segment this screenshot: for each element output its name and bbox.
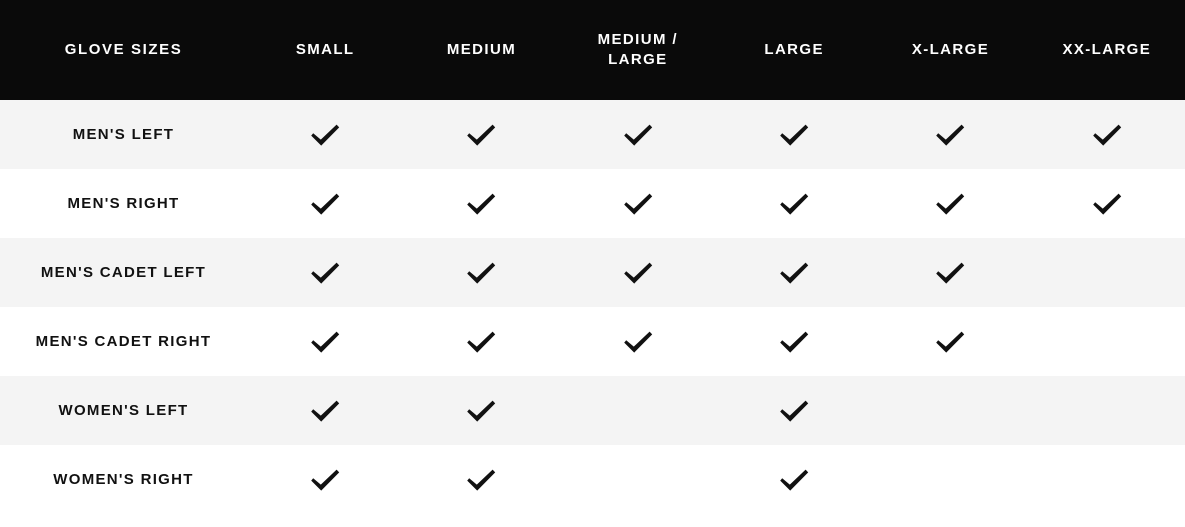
cell-womens-right-x-large — [872, 445, 1028, 514]
check-icon — [403, 376, 559, 445]
column-header-medium-large: MEDIUM / LARGE — [560, 0, 716, 100]
check-icon — [1029, 169, 1185, 238]
cell-mens-left-small — [247, 100, 403, 169]
column-header-x-large: X-LARGE — [872, 0, 1028, 100]
check-icon — [560, 100, 716, 169]
column-header-small: SMALL — [247, 0, 403, 100]
row-label-mens-cadet-right: MEN'S CADET RIGHT — [0, 307, 247, 376]
check-icon — [1029, 100, 1185, 169]
check-icon — [560, 169, 716, 238]
cell-mens-cadet-right-x-large — [872, 307, 1028, 376]
empty-cell — [872, 445, 1028, 514]
table-row — [0, 307, 1185, 376]
cell-mens-right-x-large — [872, 169, 1028, 238]
table-row — [0, 100, 1185, 169]
column-header-xx-large: XX-LARGE — [1029, 0, 1185, 100]
empty-cell — [1029, 376, 1185, 445]
cell-mens-left-medium-large — [560, 100, 716, 169]
table-row — [0, 169, 1185, 238]
cell-womens-right-medium — [403, 445, 559, 514]
column-header-glove-sizes: GLOVE SIZES — [0, 0, 247, 100]
cell-mens-cadet-right-large — [716, 307, 872, 376]
check-icon — [716, 376, 872, 445]
cell-mens-cadet-right-small — [247, 307, 403, 376]
cell-mens-cadet-left-xx-large — [1029, 238, 1185, 307]
cell-mens-right-large — [716, 169, 872, 238]
cell-womens-right-small — [247, 445, 403, 514]
row-label-mens-cadet-left: MEN'S CADET LEFT — [0, 238, 247, 307]
cell-mens-left-xx-large — [1029, 100, 1185, 169]
cell-womens-left-medium-large — [560, 376, 716, 445]
cell-mens-cadet-left-medium-large — [560, 238, 716, 307]
table-header — [0, 0, 1185, 100]
check-icon — [403, 169, 559, 238]
cell-mens-right-medium-large — [560, 169, 716, 238]
cell-mens-right-medium — [403, 169, 559, 238]
cell-mens-right-xx-large — [1029, 169, 1185, 238]
cell-mens-cadet-left-small — [247, 238, 403, 307]
check-icon — [872, 307, 1028, 376]
cell-mens-left-large — [716, 100, 872, 169]
check-icon — [872, 169, 1028, 238]
check-icon — [716, 238, 872, 307]
cell-womens-right-large — [716, 445, 872, 514]
check-icon — [872, 238, 1028, 307]
check-icon — [716, 445, 872, 514]
check-icon — [403, 100, 559, 169]
row-label-womens-right: WOMEN'S RIGHT — [0, 445, 247, 514]
check-icon — [247, 307, 403, 376]
check-icon — [560, 238, 716, 307]
table-row — [0, 445, 1185, 514]
empty-cell — [1029, 445, 1185, 514]
check-icon — [403, 445, 559, 514]
cell-mens-cadet-left-medium — [403, 238, 559, 307]
check-icon — [716, 169, 872, 238]
cell-mens-cadet-left-x-large — [872, 238, 1028, 307]
cell-womens-left-small — [247, 376, 403, 445]
table-header-row — [0, 0, 1185, 100]
check-icon — [247, 100, 403, 169]
empty-cell — [872, 376, 1028, 445]
check-icon — [247, 238, 403, 307]
check-icon — [247, 169, 403, 238]
cell-womens-left-xx-large — [1029, 376, 1185, 445]
cell-mens-cadet-right-medium-large — [560, 307, 716, 376]
table-body — [0, 100, 1185, 514]
cell-womens-left-x-large — [872, 376, 1028, 445]
check-icon — [560, 307, 716, 376]
cell-mens-cadet-left-large — [716, 238, 872, 307]
row-label-womens-left: WOMEN'S LEFT — [0, 376, 247, 445]
check-icon — [247, 445, 403, 514]
empty-cell — [1029, 238, 1185, 307]
check-icon — [872, 100, 1028, 169]
row-label-mens-left: MEN'S LEFT — [0, 100, 247, 169]
row-label-mens-right: MEN'S RIGHT — [0, 169, 247, 238]
check-icon — [403, 238, 559, 307]
table-row — [0, 376, 1185, 445]
check-icon — [716, 100, 872, 169]
cell-mens-cadet-right-medium — [403, 307, 559, 376]
cell-womens-right-xx-large — [1029, 445, 1185, 514]
empty-cell — [1029, 307, 1185, 376]
cell-mens-left-medium — [403, 100, 559, 169]
check-icon — [247, 376, 403, 445]
cell-womens-left-medium — [403, 376, 559, 445]
cell-mens-right-small — [247, 169, 403, 238]
cell-mens-cadet-right-xx-large — [1029, 307, 1185, 376]
table-row — [0, 238, 1185, 307]
empty-cell — [560, 445, 716, 514]
cell-mens-left-x-large — [872, 100, 1028, 169]
empty-cell — [560, 376, 716, 445]
column-header-large: LARGE — [716, 0, 872, 100]
cell-womens-right-medium-large — [560, 445, 716, 514]
check-icon — [716, 307, 872, 376]
column-header-medium: MEDIUM — [403, 0, 559, 100]
cell-womens-left-large — [716, 376, 872, 445]
check-icon — [403, 307, 559, 376]
